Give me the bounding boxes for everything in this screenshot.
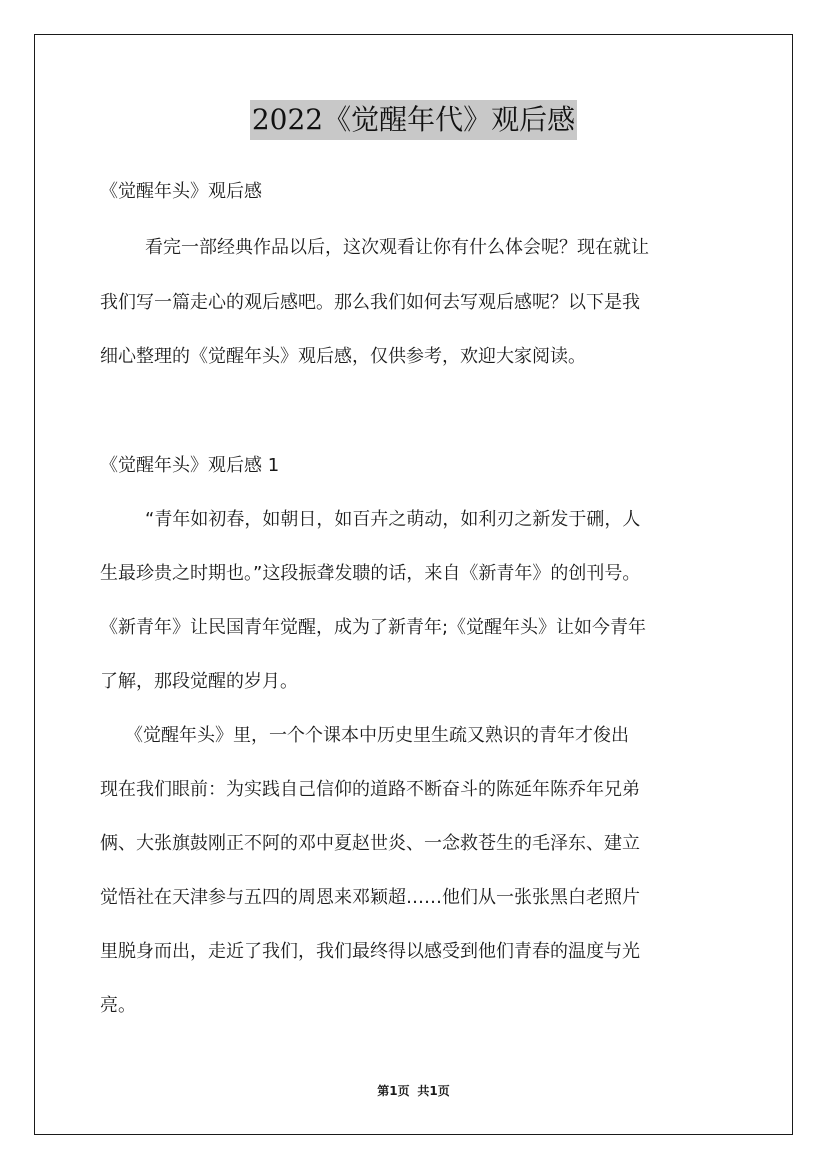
paragraph-line: 生最珍贵之时期也。”这段振聋发聩的话，来自《新青年》的创刊号。 <box>100 563 641 584</box>
intro-line: 我们写一篇走心的观后感吧。那么我们如何去写观后感呢？以下是我 <box>100 292 640 313</box>
intro-line: 看完一部经典作品以后，这次观看让你有什么体会呢？现在就让 <box>145 237 649 258</box>
page-label-prefix: 第 <box>377 1084 390 1098</box>
page-footer <box>0 1083 827 1099</box>
paragraph-line: 亮。 <box>100 995 136 1016</box>
page-number: 1 <box>389 1084 398 1098</box>
page-label-suffix: 页 <box>397 1084 410 1098</box>
document-title: 2022《觉醒年代》观后感 <box>250 100 577 140</box>
paragraph-line: 《觉醒年头》里，一个个课本中历史里生疏又熟识的青年才俊出 <box>125 725 629 746</box>
paragraph-line: 《新青年》让民国青年觉醒，成为了新青年;《觉醒年头》让如今青年 <box>100 617 647 638</box>
intro-line: 细心整理的《觉醒年头》观后感，仅供参考，欢迎大家阅读。 <box>100 346 586 367</box>
paragraph-line: 觉悟社在天津参与五四的周恩来邓颖超……他们从一张张黑白老照片 <box>100 887 640 908</box>
section-heading: 《觉醒年头》观后感 1 <box>100 455 280 476</box>
total-label-prefix: 共 <box>417 1084 430 1098</box>
paragraph-line: 了解，那段觉醒的岁月。 <box>100 671 298 692</box>
subtitle: 《觉醒年头》观后感 <box>100 181 262 202</box>
total-label-suffix: 页 <box>437 1084 450 1098</box>
paragraph-line: “青年如初春，如朝日，如百卉之萌动，如利刃之新发于硎，人 <box>145 509 641 530</box>
paragraph-line: 现在我们眼前：为实践自己信仰的道路不断奋斗的陈延年陈乔年兄弟 <box>100 779 640 800</box>
title-container <box>0 100 827 140</box>
paragraph-line: 里脱身而出，走近了我们，我们最终得以感受到他们青春的温度与光 <box>100 941 640 962</box>
total-pages: 1 <box>429 1084 438 1098</box>
paragraph-line: 俩、大张旗鼓刚正不阿的邓中夏赵世炎、一念救苍生的毛泽东、建立 <box>100 833 640 854</box>
